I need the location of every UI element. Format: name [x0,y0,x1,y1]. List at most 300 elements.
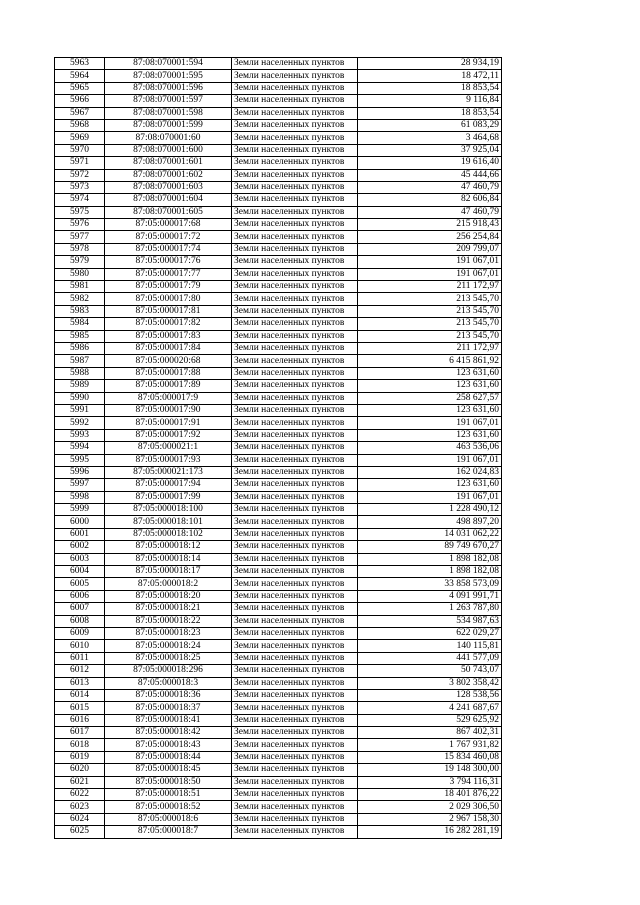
table-row [55,714,502,726]
table-row [55,206,502,218]
row-number-cell: 6007 [55,603,105,615]
table-row [55,243,502,255]
cadastral-value-cell: 19 148 300,00 [358,764,502,776]
land-category-cell: Земли населенных пунктов [232,243,358,255]
cadastral-value-cell: 256 254,84 [358,231,502,243]
table-row [55,58,502,70]
table-row [55,268,502,280]
land-category-cell: Земли населенных пунктов [232,566,358,578]
cadastral-number-cell: 87:05:000018:3 [105,677,232,689]
row-number-cell: 6024 [55,813,105,825]
cadastral-value-cell: 191 067,01 [358,454,502,466]
row-number-cell: 6023 [55,801,105,813]
cadastral-number-cell: 87:08:070001:599 [105,119,232,131]
land-category-cell: Земли населенных пунктов [232,107,358,119]
table-row [55,70,502,82]
cadastral-value-cell: 128 538,56 [358,689,502,701]
cadastral-number-cell: 87:05:000017:80 [105,293,232,305]
cadastral-number-cell: 87:08:070001:605 [105,206,232,218]
land-category-cell: Земли населенных пунктов [232,466,358,478]
land-category-cell: Земли населенных пунктов [232,442,358,454]
row-number-cell: 5999 [55,504,105,516]
cadastral-value-cell: 3 794 116,31 [358,776,502,788]
table-row [55,119,502,131]
table-row [55,318,502,330]
row-number-cell: 5977 [55,231,105,243]
cadastral-number-cell: 87:05:000021:1 [105,442,232,454]
land-category-cell: Земли населенных пунктов [232,318,358,330]
table-row [55,380,502,392]
cadastral-number-cell: 87:05:000018:2 [105,578,232,590]
table-row [55,392,502,404]
land-category-cell: Земли населенных пунктов [232,504,358,516]
row-number-cell: 6011 [55,652,105,664]
cadastral-number-cell: 87:05:000018:102 [105,528,232,540]
cadastral-number-cell: 87:05:000017:79 [105,281,232,293]
cadastral-value-cell: 18 401 876,22 [358,789,502,801]
table-row [55,553,502,565]
cadastral-value-cell: 211 172,97 [358,342,502,354]
table-row [55,342,502,354]
land-category-cell: Земли населенных пунктов [232,132,358,144]
land-category-cell: Земли населенных пунктов [232,553,358,565]
row-number-cell: 5988 [55,367,105,379]
row-number-cell: 5991 [55,404,105,416]
table-row [55,764,502,776]
table-row [55,516,502,528]
land-category-cell: Земли населенных пунктов [232,157,358,169]
table-row [55,640,502,652]
cadastral-value-cell: 191 067,01 [358,256,502,268]
table-row [55,578,502,590]
cadastral-value-cell: 1 228 490,12 [358,504,502,516]
row-number-cell: 5975 [55,206,105,218]
cadastral-number-cell: 87:05:000018:101 [105,516,232,528]
cadastral-value-cell: 47 460,79 [358,181,502,193]
row-number-cell: 5995 [55,454,105,466]
cadastral-value-cell: 498 897,20 [358,516,502,528]
cadastral-value-cell: 213 545,70 [358,305,502,317]
land-category-cell: Земли населенных пунктов [232,404,358,416]
cadastral-value-cell: 18 472,11 [358,70,502,82]
cadastral-number-cell: 87:05:000017:92 [105,429,232,441]
cadastral-number-cell: 87:05:000017:72 [105,231,232,243]
table-row [55,751,502,763]
cadastral-number-cell: 87:08:070001:604 [105,194,232,206]
cadastral-number-cell: 87:05:000017:94 [105,479,232,491]
cadastral-number-cell: 87:05:000018:7 [105,826,232,838]
table-row [55,689,502,701]
row-number-cell: 6003 [55,553,105,565]
cadastral-value-cell: 50 743,07 [358,665,502,677]
cadastral-number-cell: 87:05:000018:45 [105,764,232,776]
row-number-cell: 6001 [55,528,105,540]
cadastral-number-cell: 87:05:000017:91 [105,417,232,429]
cadastral-number-cell: 87:05:000018:24 [105,640,232,652]
cadastral-value-cell: 4 241 687,67 [358,702,502,714]
row-number-cell: 5967 [55,107,105,119]
land-category-cell: Земли населенных пунктов [232,727,358,739]
row-number-cell: 5969 [55,132,105,144]
cadastral-number-cell: 87:05:000017:76 [105,256,232,268]
row-number-cell: 5982 [55,293,105,305]
land-category-cell: Земли населенных пунктов [232,181,358,193]
cadastral-number-cell: 87:05:000018:21 [105,603,232,615]
table-body [55,58,502,839]
row-number-cell: 6009 [55,627,105,639]
land-category-cell: Земли населенных пунктов [232,677,358,689]
land-category-cell: Земли населенных пунктов [232,454,358,466]
row-number-cell: 5970 [55,144,105,156]
row-number-cell: 5993 [55,429,105,441]
land-category-cell: Земли населенных пунктов [232,342,358,354]
cadastral-number-cell: 87:05:000018:23 [105,627,232,639]
land-category-cell: Земли населенных пунктов [232,813,358,825]
row-number-cell: 5966 [55,95,105,107]
cadastral-number-cell: 87:08:070001:602 [105,169,232,181]
cadastral-number-cell: 87:05:000017:74 [105,243,232,255]
row-number-cell: 6002 [55,541,105,553]
table-row [55,627,502,639]
row-number-cell: 6004 [55,566,105,578]
cadastral-value-cell: 123 631,60 [358,429,502,441]
cadastral-value-cell: 258 627,57 [358,392,502,404]
row-number-cell: 6017 [55,727,105,739]
row-number-cell: 6016 [55,714,105,726]
land-category-cell: Земли населенных пунктов [232,640,358,652]
cadastral-value-cell: 47 460,79 [358,206,502,218]
cadastral-number-cell: 87:05:000017:81 [105,305,232,317]
land-category-cell: Земли населенных пунктов [232,355,358,367]
table-row [55,466,502,478]
table-row [55,429,502,441]
table-row [55,739,502,751]
cadastral-number-cell: 87:05:000017:89 [105,380,232,392]
land-category-cell: Земли населенных пунктов [232,528,358,540]
row-number-cell: 6020 [55,764,105,776]
table-row [55,95,502,107]
cadastral-value-cell: 3 464,68 [358,132,502,144]
row-number-cell: 5980 [55,268,105,280]
land-category-cell: Земли населенных пунктов [232,169,358,181]
land-category-cell: Земли населенных пунктов [232,578,358,590]
row-number-cell: 5998 [55,491,105,503]
cadastral-value-cell: 89 749 670,27 [358,541,502,553]
table-row [55,603,502,615]
cadastral-number-cell: 87:05:000018:41 [105,714,232,726]
cadastral-number-cell: 87:05:000018:17 [105,566,232,578]
land-category-cell: Земли населенных пунктов [232,268,358,280]
land-value-table [54,57,502,839]
land-category-cell: Земли населенных пунктов [232,479,358,491]
row-number-cell: 6013 [55,677,105,689]
cadastral-number-cell: 87:05:000017:99 [105,491,232,503]
cadastral-number-cell: 87:08:070001:598 [105,107,232,119]
cadastral-value-cell: 622 029,27 [358,627,502,639]
table-row [55,194,502,206]
cadastral-value-cell: 3 802 358,42 [358,677,502,689]
cadastral-number-cell: 87:05:000017:9 [105,392,232,404]
table-row [55,826,502,838]
table-row [55,615,502,627]
cadastral-number-cell: 87:05:000018:44 [105,751,232,763]
land-category-cell: Земли населенных пунктов [232,417,358,429]
cadastral-number-cell: 87:05:000017:77 [105,268,232,280]
row-number-cell: 5968 [55,119,105,131]
row-number-cell: 5963 [55,58,105,70]
cadastral-number-cell: 87:05:000017:90 [105,404,232,416]
row-number-cell: 6019 [55,751,105,763]
cadastral-value-cell: 140 115,81 [358,640,502,652]
land-category-cell: Земли населенных пунктов [232,219,358,231]
table-row [55,219,502,231]
cadastral-value-cell: 213 545,70 [358,330,502,342]
cadastral-number-cell: 87:05:000017:83 [105,330,232,342]
table-row [55,144,502,156]
cadastral-number-cell: 87:05:000018:14 [105,553,232,565]
table-row [55,702,502,714]
cadastral-value-cell: 6 415 861,92 [358,355,502,367]
row-number-cell: 5990 [55,392,105,404]
cadastral-value-cell: 37 925,04 [358,144,502,156]
cadastral-value-cell: 215 918,43 [358,219,502,231]
table-row [55,107,502,119]
land-category-cell: Земли населенных пунктов [232,367,358,379]
cadastral-value-cell: 45 444,66 [358,169,502,181]
table-row [55,417,502,429]
table-row [55,157,502,169]
table-row [55,256,502,268]
land-category-cell: Земли населенных пунктов [232,256,358,268]
land-category-cell: Земли населенных пунктов [232,231,358,243]
row-number-cell: 5964 [55,70,105,82]
land-category-cell: Земли населенных пунктов [232,627,358,639]
cadastral-value-cell: 162 024,83 [358,466,502,478]
table-row [55,541,502,553]
cadastral-number-cell: 87:08:070001:600 [105,144,232,156]
table-row [55,305,502,317]
cadastral-value-cell: 1 898 182,08 [358,553,502,565]
row-number-cell: 5972 [55,169,105,181]
cadastral-number-cell: 87:08:070001:595 [105,70,232,82]
cadastral-value-cell: 191 067,01 [358,268,502,280]
row-number-cell: 6010 [55,640,105,652]
land-category-cell: Земли населенных пунктов [232,541,358,553]
cadastral-number-cell: 87:05:000018:6 [105,813,232,825]
row-number-cell: 5976 [55,219,105,231]
table-row [55,231,502,243]
row-number-cell: 5985 [55,330,105,342]
land-category-cell: Земли населенных пунктов [232,305,358,317]
land-category-cell: Земли населенных пунктов [232,70,358,82]
land-category-cell: Земли населенных пунктов [232,491,358,503]
table-row [55,367,502,379]
table-row [55,355,502,367]
land-category-cell: Земли населенных пунктов [232,194,358,206]
land-category-cell: Земли населенных пунктов [232,776,358,788]
cadastral-number-cell: 87:05:000018:52 [105,801,232,813]
cadastral-value-cell: 15 834 460,08 [358,751,502,763]
cadastral-number-cell: 87:08:070001:603 [105,181,232,193]
table-row [55,132,502,144]
cadastral-number-cell: 87:05:000018:37 [105,702,232,714]
cadastral-number-cell: 87:05:000018:36 [105,689,232,701]
table-row [55,677,502,689]
cadastral-number-cell: 87:05:000017:68 [105,219,232,231]
land-category-cell: Земли населенных пунктов [232,826,358,838]
cadastral-number-cell: 87:05:000018:42 [105,727,232,739]
cadastral-value-cell: 82 606,84 [358,194,502,206]
row-number-cell: 5978 [55,243,105,255]
cadastral-number-cell: 87:05:000018:51 [105,789,232,801]
cadastral-number-cell: 87:05:000018:43 [105,739,232,751]
cadastral-number-cell: 87:08:070001:594 [105,58,232,70]
table-row [55,442,502,454]
cadastral-number-cell: 87:05:000017:88 [105,367,232,379]
row-number-cell: 6015 [55,702,105,714]
row-number-cell: 5994 [55,442,105,454]
cadastral-value-cell: 14 031 062,22 [358,528,502,540]
row-number-cell: 5973 [55,181,105,193]
land-category-cell: Земли населенных пунктов [232,58,358,70]
land-category-cell: Земли населенных пунктов [232,751,358,763]
land-category-cell: Земли населенных пунктов [232,603,358,615]
land-category-cell: Земли населенных пунктов [232,714,358,726]
cadastral-value-cell: 2 967 158,30 [358,813,502,825]
row-number-cell: 5992 [55,417,105,429]
row-number-cell: 6014 [55,689,105,701]
cadastral-value-cell: 18 853,54 [358,82,502,94]
land-category-cell: Земли населенных пунктов [232,380,358,392]
cadastral-value-cell: 19 616,40 [358,157,502,169]
row-number-cell: 5971 [55,157,105,169]
row-number-cell: 5981 [55,281,105,293]
cadastral-number-cell: 87:05:000017:84 [105,342,232,354]
cadastral-value-cell: 9 116,84 [358,95,502,107]
row-number-cell: 6006 [55,590,105,602]
cadastral-number-cell: 87:05:000018:22 [105,615,232,627]
land-category-cell: Земли населенных пунктов [232,801,358,813]
table-row [55,528,502,540]
land-category-cell: Земли населенных пунктов [232,119,358,131]
cadastral-number-cell: 87:05:000018:100 [105,504,232,516]
cadastral-value-cell: 534 987,63 [358,615,502,627]
cadastral-number-cell: 87:05:000017:93 [105,454,232,466]
cadastral-number-cell: 87:05:000021:173 [105,466,232,478]
table-row [55,776,502,788]
table-row [55,281,502,293]
cadastral-number-cell: 87:08:070001:597 [105,95,232,107]
cadastral-number-cell: 87:05:000018:12 [105,541,232,553]
land-category-cell: Земли населенных пунктов [232,330,358,342]
row-number-cell: 5983 [55,305,105,317]
row-number-cell: 5979 [55,256,105,268]
cadastral-value-cell: 123 631,60 [358,367,502,379]
cadastral-value-cell: 16 282 281,19 [358,826,502,838]
cadastral-value-cell: 123 631,60 [358,479,502,491]
land-category-cell: Земли населенных пунктов [232,702,358,714]
cadastral-number-cell: 87:05:000018:20 [105,590,232,602]
cadastral-value-cell: 529 625,92 [358,714,502,726]
land-category-cell: Земли населенных пунктов [232,144,358,156]
cadastral-value-cell: 18 853,54 [358,107,502,119]
table-row [55,665,502,677]
cadastral-value-cell: 209 799,07 [358,243,502,255]
cadastral-value-cell: 191 067,01 [358,491,502,503]
cadastral-value-cell: 4 091 991,71 [358,590,502,602]
land-category-cell: Земли населенных пунктов [232,429,358,441]
land-category-cell: Земли населенных пунктов [232,206,358,218]
land-category-cell: Земли населенных пунктов [232,293,358,305]
cadastral-value-cell: 213 545,70 [358,318,502,330]
cadastral-value-cell: 61 083,29 [358,119,502,131]
cadastral-value-cell: 441 577,09 [358,652,502,664]
table-row [55,590,502,602]
land-category-cell: Земли населенных пунктов [232,739,358,751]
land-category-cell: Земли населенных пунктов [232,764,358,776]
row-number-cell: 5989 [55,380,105,392]
row-number-cell: 5965 [55,82,105,94]
row-number-cell: 6008 [55,615,105,627]
table-row [55,293,502,305]
cadastral-value-cell: 1 263 787,80 [358,603,502,615]
row-number-cell: 6005 [55,578,105,590]
cadastral-value-cell: 123 631,60 [358,380,502,392]
cadastral-number-cell: 87:08:070001:601 [105,157,232,169]
table-row [55,404,502,416]
table-row [55,504,502,516]
row-number-cell: 5997 [55,479,105,491]
land-category-cell: Земли населенных пунктов [232,590,358,602]
cadastral-value-cell: 463 536,06 [358,442,502,454]
cadastral-value-cell: 28 934,19 [358,58,502,70]
cadastral-value-cell: 123 631,60 [358,404,502,416]
row-number-cell: 6025 [55,826,105,838]
row-number-cell: 6000 [55,516,105,528]
row-number-cell: 6022 [55,789,105,801]
cadastral-number-cell: 87:05:000020:68 [105,355,232,367]
cadastral-value-cell: 211 172,97 [358,281,502,293]
cadastral-value-cell: 1 767 931,82 [358,739,502,751]
cadastral-value-cell: 2 029 306,50 [358,801,502,813]
cadastral-value-cell: 867 402,31 [358,727,502,739]
land-category-cell: Земли населенных пунктов [232,392,358,404]
land-category-cell: Земли населенных пунктов [232,281,358,293]
cadastral-number-cell: 87:05:000018:296 [105,665,232,677]
row-number-cell: 5987 [55,355,105,367]
cadastral-value-cell: 33 858 573,09 [358,578,502,590]
cadastral-number-cell: 87:05:000018:25 [105,652,232,664]
table-row [55,491,502,503]
table-row [55,82,502,94]
table-row [55,789,502,801]
table-row [55,727,502,739]
table-row [55,169,502,181]
land-category-cell: Земли населенных пунктов [232,665,358,677]
land-category-cell: Земли населенных пунктов [232,615,358,627]
cadastral-value-cell: 213 545,70 [358,293,502,305]
row-number-cell: 6012 [55,665,105,677]
land-category-cell: Земли населенных пунктов [232,516,358,528]
table-row [55,566,502,578]
row-number-cell: 5996 [55,466,105,478]
table-row [55,813,502,825]
cadastral-number-cell: 87:05:000017:82 [105,318,232,330]
cadastral-number-cell: 87:05:000018:50 [105,776,232,788]
row-number-cell: 6021 [55,776,105,788]
table-row [55,454,502,466]
land-category-cell: Земли населенных пунктов [232,82,358,94]
